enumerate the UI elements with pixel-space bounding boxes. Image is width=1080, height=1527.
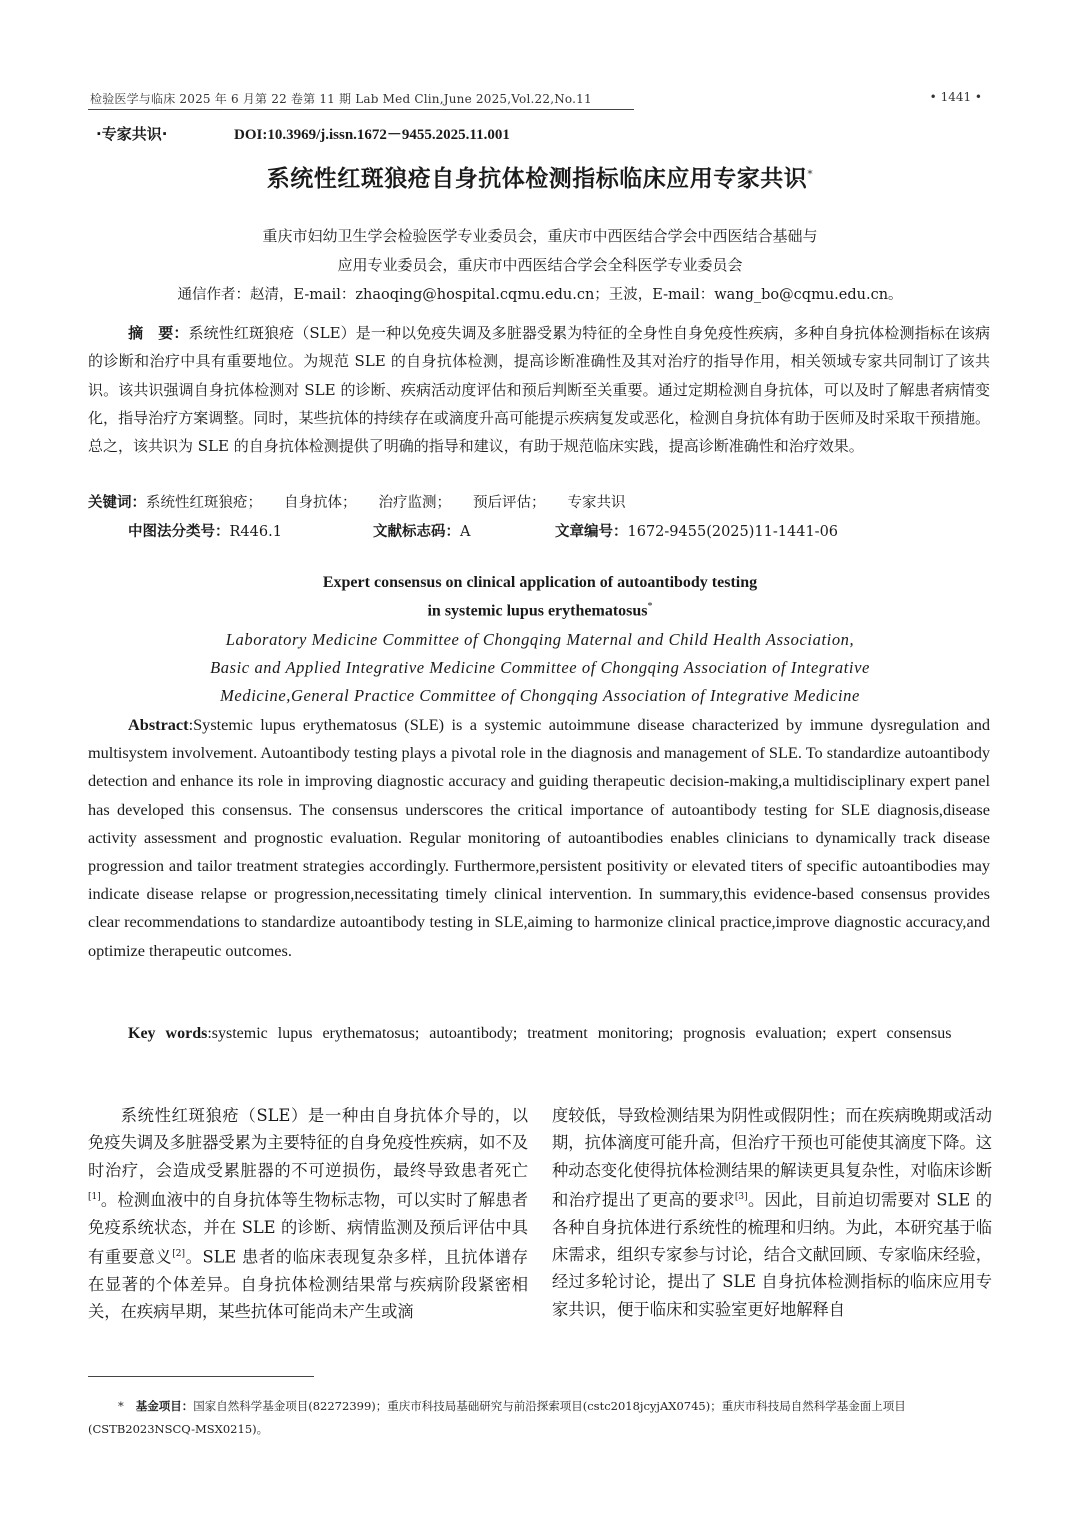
citation-ref[interactable]: [3] bbox=[734, 1191, 748, 1202]
keywords-cn-label: 关键词： bbox=[88, 495, 146, 511]
body-text: 度较低，导致检测结果为阴性或假阴性；而在疾病晚期或活动期，抗体滴度可能升高，但治疗干预也可能使其滴度下降。这种动态变化使得抗体检测结果的解读更具复杂性，对临床诊断和治疗提出了更高的要求 bbox=[552, 1106, 992, 1210]
column-label: ·专家共识· bbox=[96, 125, 168, 143]
keyword-item: 治疗监测； bbox=[378, 495, 451, 511]
keyword-item: 预后评估； bbox=[473, 495, 546, 511]
article-number bbox=[555, 520, 838, 541]
doc-code-value: A bbox=[460, 524, 471, 540]
keywords-en bbox=[88, 1020, 990, 1048]
doi[interactable]: DOI:10.3969/j.issn.1672－9455.2025.11.001 bbox=[234, 127, 510, 143]
body-right-column bbox=[552, 1102, 992, 1323]
title-text: 系统性红斑狼疮自身抗体检测指标临床应用专家共识 bbox=[266, 166, 808, 192]
title-en-line2: in systemic lupus erythematosus bbox=[427, 602, 648, 620]
article-no-label: 文章编号： bbox=[555, 524, 628, 540]
clc-number bbox=[128, 520, 282, 541]
body-text: 系统性红斑狼疮（SLE）是一种由自身抗体介导的，以免疫失调及多脏器受累为主要特征的自身免疫性疾病，如不及时治疗，会造成受累脏器的不可逆损伤，最终导致患者死亡 bbox=[88, 1106, 528, 1180]
body-text: 。因此，目前迫切需要对 SLE 的各种自身抗体进行系统性的梳理和归纳。为此，本研究基于临床需求，组织专家参与讨论，结合文献回顾、专家临床经验，经过多轮讨论，提出了 SLE 自身抗体检测指标的临床应用专家共识，便于临床和实验室更好地解释自 bbox=[552, 1190, 992, 1319]
title-en-line1: Expert consensus on clinical application of autoantibody testing bbox=[322, 574, 758, 591]
title-en-mark: * bbox=[647, 601, 653, 612]
keywords-en-label: Key words bbox=[128, 1025, 208, 1042]
page-number: • 1441 • bbox=[929, 90, 982, 104]
affiliation-en-line2: Basic and Applied Integrative Medicine Committee of Chongqing Association of Integrative bbox=[210, 658, 870, 677]
article-no-value: 1672-9455(2025)11-1441-06 bbox=[627, 524, 839, 540]
affiliation-en-line3: Medicine,General Practice Committee of Chongqing Association of Integrative Medicine bbox=[220, 686, 860, 705]
journal-header: 检验医学与临床 2025 年 6 月第 22 卷第 11 期 Lab Med Clin,June 2025,Vol.22,No.11 bbox=[90, 92, 592, 106]
keyword-item: 自身抗体； bbox=[284, 495, 357, 511]
clc-value: R446.1 bbox=[229, 524, 282, 540]
abstract-en-label: Abstract bbox=[128, 715, 189, 734]
keywords-cn bbox=[88, 491, 626, 512]
body-left-column bbox=[88, 1102, 528, 1325]
affiliation-en-line1: Laboratory Medicine Committee of Chongqing Maternal and Child Health Association, bbox=[225, 630, 855, 649]
abstract-cn-label: 摘 要： bbox=[128, 324, 189, 342]
body-text: 。检测血液中的自身抗体等生物标志物，可以实时了解患者免疫系统状态，并在 SLE 的诊断、病情监测及预后评估中具有重要意义 bbox=[88, 1190, 528, 1267]
abstract-en-text: :Systemic lupus erythematosus (SLE) is a systemic autoimmune disease characterized by immune dysregulation and multisystem involvement. Autoantibody testing plays a pivotal role in the diagnosis and management of SLE. To standardize autoantibody detection and enhance its role in improving diagnostic accuracy and guiding therapeutic decision-making,a multidisciplinary expert panel has developed this consensus. The consensus underscores the critical importance of autoantibody testing for SLE diagnosis,disease activity assessment and prognostic evaluation. Regular monitoring of autoantibodies enables clinicians to dynamically track disease progression and tailor treatment strategies accordingly. Furthermore,persistent positivity or elevated titers of specific autoantibodies may indicate disease relapse or progression,necessitating timely clinical intervention. In summary,this evidence-based consensus provides clear recommendations to standardize autoantibody testing in SLE,aiming to harmonize clinical practice,improve diagnostic accuracy,and optimize therapeutic outcomes. bbox=[88, 715, 990, 960]
authors-cn-line1: 重庆市妇幼卫生学会检验医学专业委员会，重庆市中西医结合学会中西医结合基础与 bbox=[262, 227, 818, 245]
doc-code-label: 文献标志码： bbox=[373, 524, 460, 540]
page-title bbox=[0, 160, 1080, 193]
clc-label: 中图法分类号： bbox=[128, 524, 230, 540]
correspondence: 通信作者：赵清，E-mail：zhaoqing@hospital.cqmu.edu.cn；王波，E-mail：wang_bo@cqmu.edu.cn。 bbox=[177, 287, 903, 303]
footnote-rule bbox=[88, 1376, 314, 1377]
citation-ref[interactable]: [2] bbox=[172, 1248, 186, 1259]
abstract-cn-text: 系统性红斑狼疮（SLE）是一种以免疫失调及多脏器受累为特征的全身性自身免疫性疾病，多种自身抗体检测指标在该病的诊断和治疗中具有重要地位。为规范 SLE 的自身抗体检测，提高诊断准确性及其对治疗的指导作用，相关领域专家共同制订了该共识。该共识强调自身抗体检测对 SLE 的诊断、疾病活动度评估和预后判断至关重要。通过定期检测自身抗体，可以及时了解患者病情变化，指导治疗方案调整。同时，某些抗体的持续存在或滴度升高可能提示疾病复发或恶化，检测自身抗体有助于医师及时采取干预措施。总之，该共识为 SLE 的自身抗体检测提供了明确的指导和建议，有助于规范临床实践，提高诊断准确性和治疗效果。 bbox=[88, 324, 990, 456]
footnote-mark: * bbox=[118, 1399, 124, 1413]
keywords-en-text: :systemic lupus erythematosus; autoantibody; treatment monitoring; prognosis evaluation; expert consensus bbox=[207, 1025, 952, 1042]
funding-footnote bbox=[88, 1395, 990, 1440]
title-mark: * bbox=[807, 167, 814, 181]
keyword-item: 专家共识 bbox=[567, 495, 626, 511]
citation-ref[interactable]: [1] bbox=[88, 1191, 101, 1202]
keyword-item: 系统性红斑狼疮； bbox=[146, 495, 262, 511]
body-text: 。SLE 患者的临床表现复杂多样，且抗体谱存在显著的个体差异。自身抗体检测结果常与疾病阶段紧密相关，在疾病早期，某些抗体可能尚未产生或滴 bbox=[88, 1247, 528, 1321]
document-code bbox=[373, 520, 470, 541]
abstract-cn bbox=[88, 319, 990, 460]
header-rule bbox=[88, 109, 634, 110]
footnote-text: 国家自然科学基金项目(82272399)；重庆市科技局基础研究与前沿探索项目(cstc2018jcyjAX0745)；重庆市科技局自然科学基金面上项目(CSTB2023NSCQ-MSX0215)。 bbox=[88, 1399, 906, 1436]
abstract-en bbox=[88, 711, 990, 965]
footnote-label: 基金项目： bbox=[135, 1399, 194, 1413]
title-en-line2-wrap bbox=[0, 601, 1080, 620]
authors-cn-line2: 应用专业委员会，重庆市中西医结合学会全科医学专业委员会 bbox=[337, 256, 743, 274]
